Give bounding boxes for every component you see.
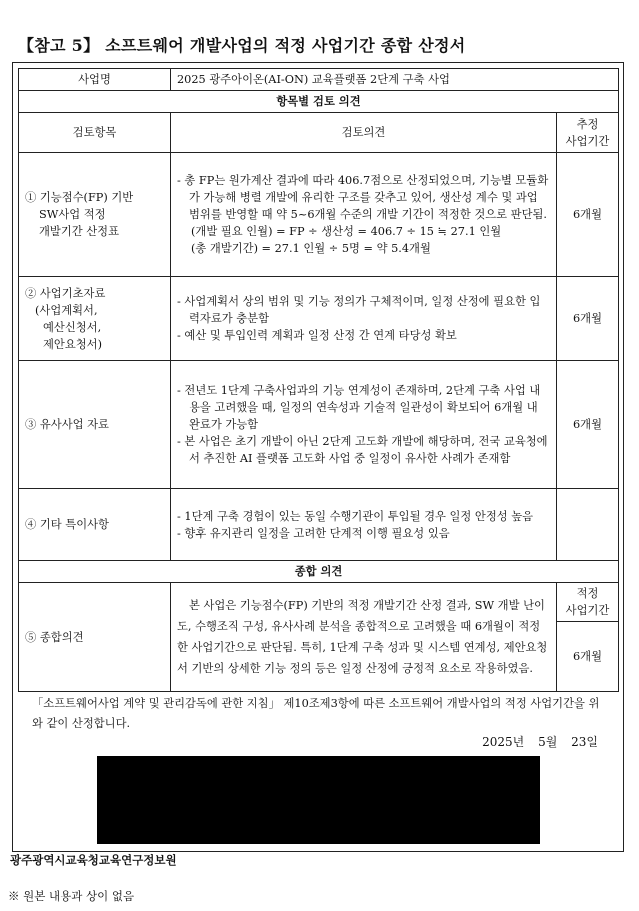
redacted-signature-block <box>97 756 540 844</box>
document-title: 【참고 5】 소프트웨어 개발사업의 적정 사업기간 종합 산정서 <box>18 36 466 55</box>
row-label: ③ 유사사업 자료 <box>19 361 171 489</box>
row-opinion: - 1단계 구축 경험이 있는 동일 수행기관이 투입될 경우 일정 안정성 높음 - 향후 유지관리 일정을 고려한 단계적 이행 필요성 있음 <box>171 489 557 561</box>
summary-label: ⑤ 종합의견 <box>19 583 171 692</box>
row-label: ② 사업기초자료 (사업계획서, 예산신청서, 제안요청서) <box>19 277 171 361</box>
row-label: ④ 기타 특이사항 <box>19 489 171 561</box>
row-duration <box>557 489 619 561</box>
issue-date: 2025년 5월 23일 <box>482 735 598 749</box>
footnote: 「소프트웨어사업 계약 및 관리감독에 관한 지침」 제10조제3항에 따른 소프트웨어 개발사업의 적정 사업기간을 위와 같이 산정합니다. <box>32 697 600 730</box>
summary-duration: 6개월 <box>557 622 619 692</box>
row-label: ① 기능점수(FP) 기반 SW사업 적정 개발기간 산정표 <box>19 153 171 277</box>
summary-duration-label: 적정 사업기간 <box>557 583 619 622</box>
assessment-table <box>18 68 619 692</box>
project-value: 2025 광주아이온(AI-ON) 교육플랫폼 2단계 구축 사업 <box>171 69 619 91</box>
table-row <box>19 489 619 561</box>
organization-name: 광주광역시교육청교육연구정보원 <box>10 853 177 867</box>
row-duration: 6개월 <box>557 277 619 361</box>
table-row <box>19 361 619 489</box>
summary-section-header: 종합 의견 <box>19 561 619 583</box>
project-row <box>19 69 619 91</box>
header-duration: 추정 사업기간 <box>557 113 619 153</box>
row-duration: 6개월 <box>557 153 619 277</box>
table-row <box>19 277 619 361</box>
footnote-area <box>18 690 618 749</box>
column-header-row <box>19 113 619 153</box>
original-copy-note: ※ 원본 내용과 상이 없음 <box>8 889 135 903</box>
calc-line: (개발 필요 인월) = FP ÷ 생산성 = 406.7 ÷ 15 ≒ 27.1 인월 <box>191 225 502 238</box>
row-opinion: - 총 FP는 원가계산 결과에 따라 406.7점으로 산정되었으며, 기능별 모듈화가 가능해 병렬 개발에 유리한 구조를 갖추고 있어, 생산성 계수 및 과업 범위를 반영할 때 약 5~6개월 수준의 개발 기간이 적정한 것으로 판단됨. (개발 필요 인월) = FP ÷ 생산성 = 406.7 ÷ 15 ≒ 27.1 인월 (총 개발기간) = 27.1 인월 ÷ 5명 = 약 5.4개월 <box>171 153 557 277</box>
summary-text: 본 사업은 기능점수(FP) 기반의 적정 개발기간 산정 결과, SW 개발 난이도, 수행조직 구성, 유사사례 분석을 종합적으로 고려했을 때 6개월이 적정한 사업기간으로 판단됨. 특히, 1단계 구축 성과 및 시스템 연계성, 제안요청서 기반의 상세한 기능 정의 등은 일정 산정에 긍정적 요소로 작용하였음. <box>171 583 557 692</box>
calc-line: (총 개발기간) = 27.1 인월 ÷ 5명 = 약 5.4개월 <box>191 242 431 255</box>
header-item: 검토항목 <box>19 113 171 153</box>
table-row <box>19 153 619 277</box>
row-opinion: - 사업계획서 상의 범위 및 기능 정의가 구체적이며, 일정 산정에 필요한 입력자료가 충분함 - 예산 및 투입인력 계획과 일정 산정 간 연계 타당성 확보 <box>171 277 557 361</box>
review-section-header: 항목별 검토 의견 <box>19 91 619 113</box>
row-duration: 6개월 <box>557 361 619 489</box>
header-opinion: 검토의견 <box>171 113 557 153</box>
row-opinion: - 전년도 1단계 구축사업과의 기능 연계성이 존재하며, 2단계 구축 사업 내용을 고려했을 때, 일정의 연속성과 기술적 일관성이 확보되어 6개월 내 완료가 가능함 - 본 사업은 초기 개발이 아닌 2단계 고도화 개발에 해당하며, 전국 교육청에서 추진한 AI 플랫폼 고도화 사업 중 일정이 유사한 사례가 존재함 <box>171 361 557 489</box>
project-label: 사업명 <box>19 69 171 91</box>
summary-row <box>19 583 619 622</box>
